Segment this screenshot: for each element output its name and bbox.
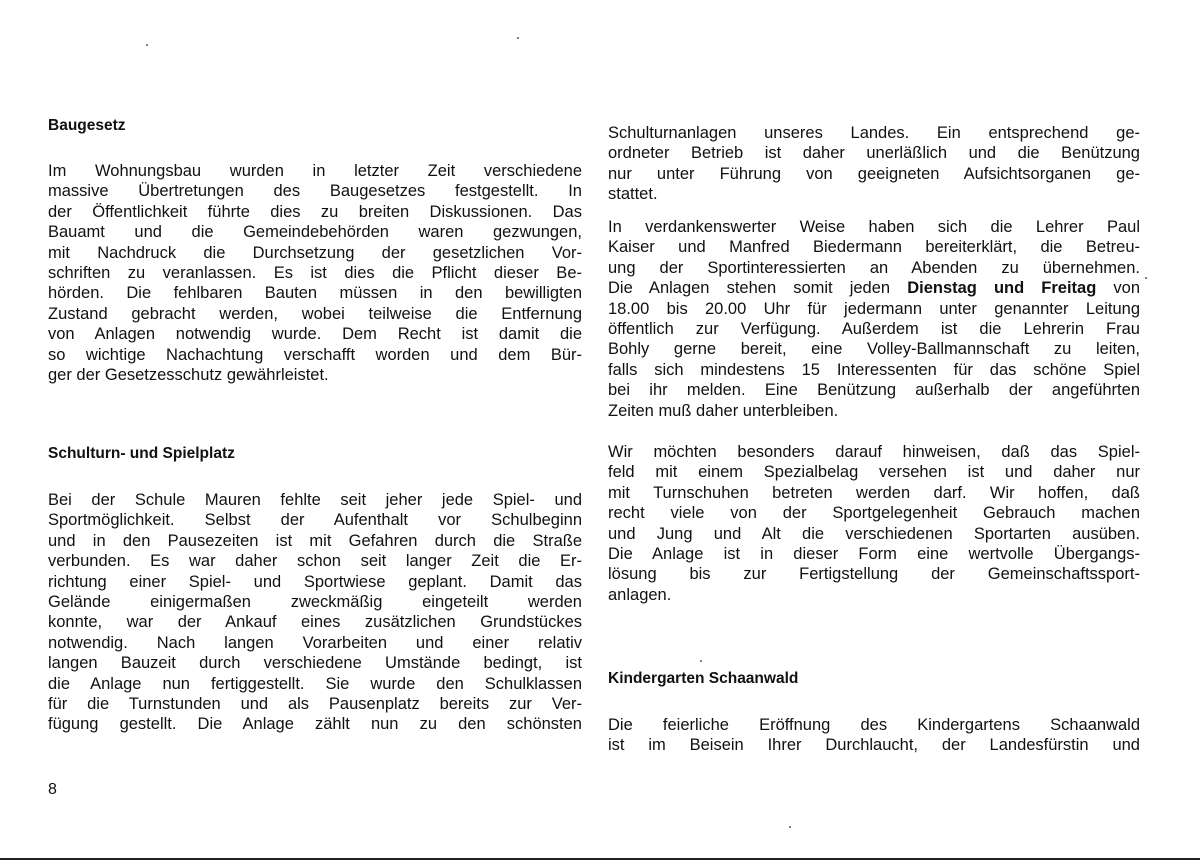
text-line: notwendig. Nach langen Vorarbeiten und einer relativ <box>48 633 582 652</box>
heading-kindergarten: Kindergarten Schaanwald <box>608 670 799 687</box>
text-line: Die Anlage ist in dieser Form eine wertvolle Übergangs- <box>608 544 1140 563</box>
scan-speck <box>146 44 148 46</box>
text-line: Im Wohnungsbau wurden in letzter Zeit verschiedene <box>48 162 582 180</box>
text-line: hörden. Die fehlbaren Bauten müssen in den bewilligten <box>48 284 582 303</box>
scan-speck <box>517 37 519 39</box>
text-segment: von <box>1113 279 1140 298</box>
text-line: Bohly gerne bereit, eine Volley-Ballmannschaft zu leiten, <box>608 340 1140 359</box>
text-line: Bei der Schule Mauren fehlte seit jeher jede Spiel- und <box>48 491 582 509</box>
text-line: konnte, war der Ankauf eines zusätzlichen Grundstückes <box>48 613 582 632</box>
paragraph-baugesetz <box>48 161 582 385</box>
text-line: 18.00 bis 20.00 Uhr für jedermann unter genannter Leitung <box>608 299 1140 318</box>
text-line: nur unter Führung von geeigneten Aufsichtsorganen ge- <box>608 164 1140 183</box>
text-line: mit Turnschuhen betreten werden darf. Wir hoffen, daß <box>608 483 1140 502</box>
scan-speck <box>789 826 791 828</box>
paragraph-continuation <box>608 123 1140 205</box>
text-line: In verdankenswerter Weise haben sich die Lehrer Paul <box>608 218 1140 236</box>
page-number: 8 <box>48 781 57 798</box>
text-line: Sportmöglichkeit. Selbst der Aufenthalt vor Schulbeginn <box>48 511 582 530</box>
text-line-with-bold <box>608 278 1140 298</box>
text-line: Bauamt und die Gemeindebehörden waren gezwungen, <box>48 223 582 242</box>
text-line: fügung gestellt. Die Anlage zählt nun zu den schönsten <box>48 715 582 734</box>
text-line: für die Turnstunden und als Pausenplatz bereits zur Ver- <box>48 694 582 713</box>
text-line: feld mit einem Spezialbelag versehen ist und daher nur <box>608 463 1140 482</box>
text-line: stattet. <box>608 185 658 204</box>
text-line: Zustand gebracht werden, wobei teilweise die Entfernung <box>48 304 582 323</box>
text-line: falls sich mindestens 15 Interessenten für das schöne Spiel <box>608 360 1140 379</box>
text-line: von Anlagen notwendig wurde. Dem Recht ist damit die <box>48 325 582 344</box>
paragraph-lehrer <box>608 217 1140 421</box>
scan-speck <box>1145 277 1147 279</box>
text-line: ung der Sportinteressierten an Abenden zu übernehmen. <box>608 258 1140 277</box>
text-line: Kaiser und Manfred Biedermann bereiterklärt, die Betreu- <box>608 238 1140 257</box>
paragraph-kindergarten <box>608 715 1140 756</box>
text-line: Wir möchten besonders darauf hinweisen, daß das Spiel- <box>608 443 1140 461</box>
text-line: ordneter Betrieb ist daher unerläßlich und die Benützung <box>608 144 1140 163</box>
text-line: und in den Pausezeiten ist mit Gefahren durch die Straße <box>48 531 582 550</box>
text-line: so wichtige Nachachtung verschafft worden und dem Bür- <box>48 345 582 364</box>
text-line: Gelände einigermaßen zweckmäßig eingeteilt werden <box>48 592 582 611</box>
bottom-divider <box>0 858 1200 860</box>
text-line: langen Bauzeit durch verschiedene Umstände bedingt, ist <box>48 654 582 673</box>
paragraph-schulturn <box>48 490 582 735</box>
text-line: ist im Beisein Ihrer Durchlaucht, der Landesfürstin und <box>608 736 1140 755</box>
heading-schulturn: Schulturn- und Spielplatz <box>48 445 235 462</box>
text-line: Zeiten muß daher unterbleiben. <box>608 401 839 420</box>
text-line: verbunden. Es war daher schon seit langer Zeit die Er- <box>48 552 582 571</box>
text-line: die Anlage nun fertiggestellt. Sie wurde den Schulklassen <box>48 674 582 693</box>
paragraph-spielfeld <box>608 442 1140 605</box>
text-line: mit Nachdruck die Durchsetzung der gesetzlichen Vor- <box>48 243 582 262</box>
scan-speck <box>700 660 702 662</box>
text-line: anlagen. <box>608 585 672 604</box>
bold-days-text: Dienstag und Freitag <box>907 279 1097 298</box>
text-line: lösung bis zur Fertigstellung der Gemeinschaftssport- <box>608 565 1140 584</box>
text-line: bei ihr melden. Eine Benützung außerhalb der angeführten <box>608 381 1140 400</box>
text-line: Schulturnanlagen unseres Landes. Ein entsprechend ge- <box>608 124 1140 142</box>
text-line: recht viele von der Sportgelegenheit Gebrauch machen <box>608 504 1140 523</box>
text-line: ger der Gesetzesschutz gewährleistet. <box>48 365 329 384</box>
text-line: öffentlich zur Verfügung. Außerdem ist die Lehrerin Frau <box>608 319 1140 338</box>
text-line: richtung einer Spiel- und Sportwiese geplant. Damit das <box>48 572 582 591</box>
text-line: und Jung und Alt die verschiedenen Sportarten ausüben. <box>608 524 1140 543</box>
text-line: der Öffentlichkeit führte dies zu breiten Diskussionen. Das <box>48 202 582 221</box>
text-line: Die feierliche Eröffnung des Kindergartens Schaanwald <box>608 716 1140 734</box>
text-segment: Die Anlagen stehen somit jeden <box>608 279 891 298</box>
heading-baugesetz: Baugesetz <box>48 117 126 134</box>
text-line: schriften zu veranlassen. Es ist dies die Pflicht dieser Be- <box>48 263 582 282</box>
text-line: massive Übertretungen des Baugesetzes festgestellt. In <box>48 182 582 201</box>
